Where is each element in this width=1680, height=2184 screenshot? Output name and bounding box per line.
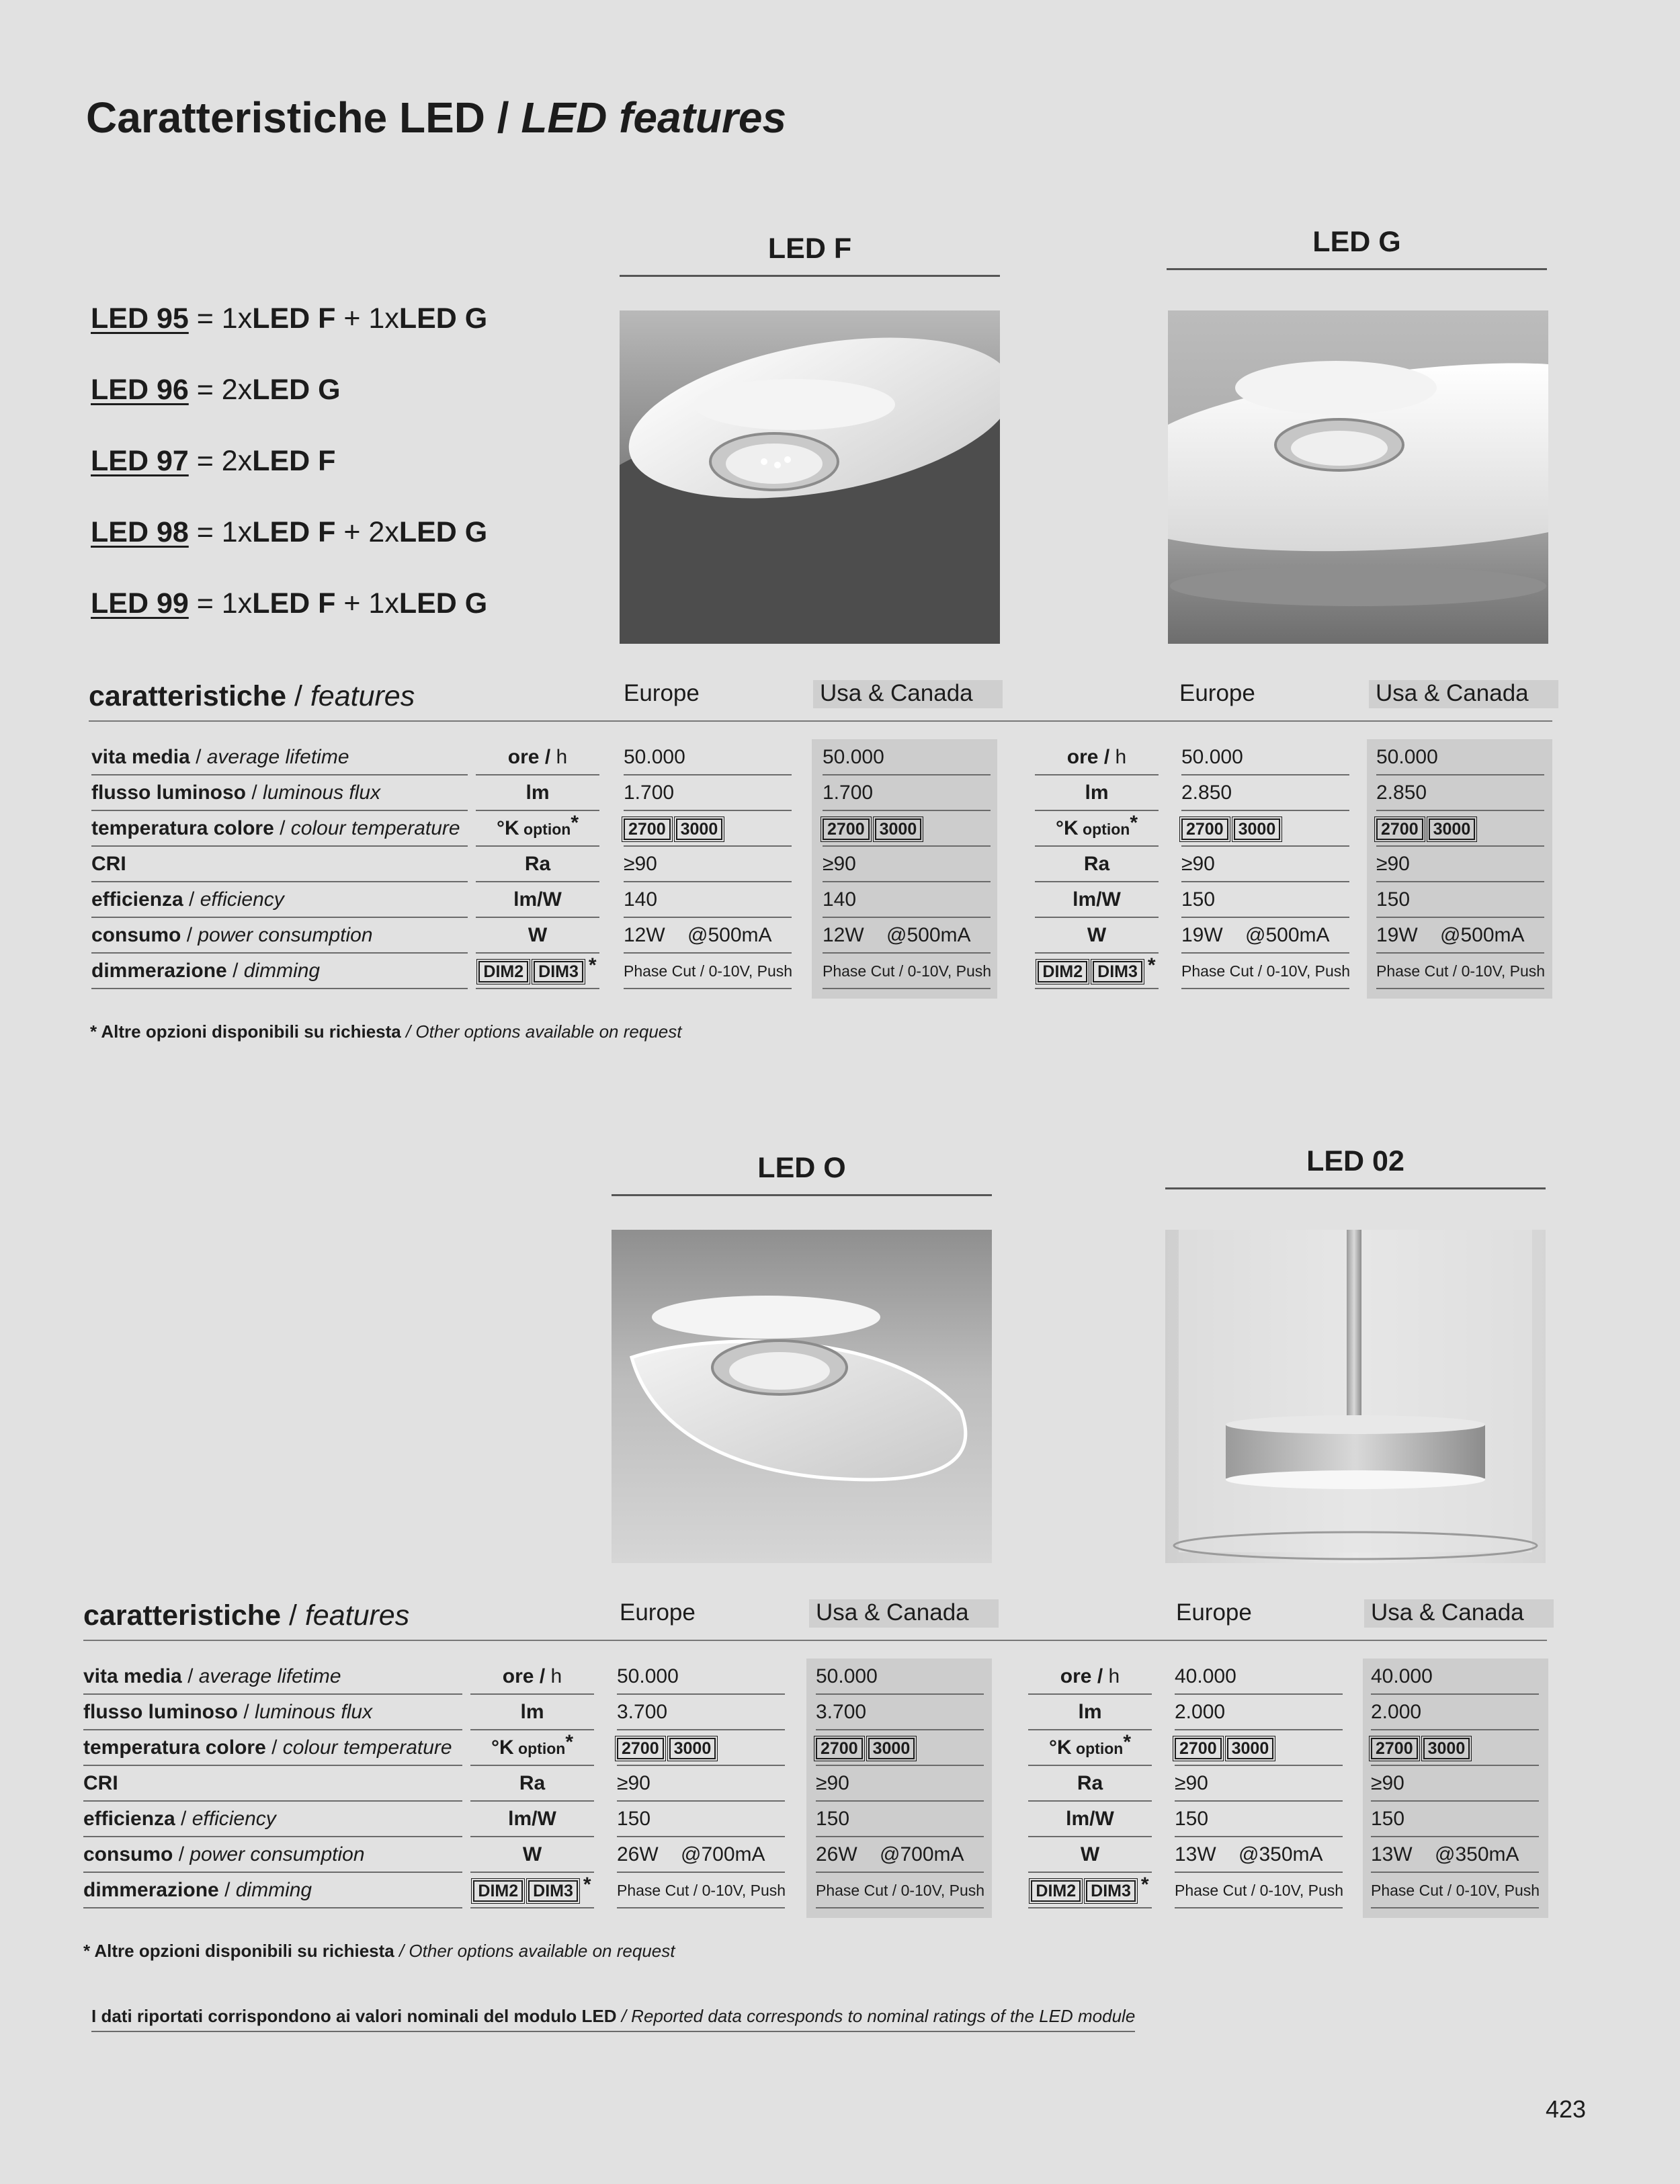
section-title: caratteristiche / features [83,1599,410,1632]
value-cell: Phase Cut / 0-10V, Push [1181,954,1349,989]
row-label: CRI [83,1767,462,1802]
dim-tag: DIM2 [473,1880,523,1902]
unit-cell: W [470,1838,594,1873]
value-cell: 26W @700mA [617,1838,785,1873]
row-label: consumo / power consumption [91,919,468,954]
dim-tag: DIM3 [534,961,583,982]
value-cell: 13W @350mA [1371,1838,1539,1873]
row-label: dimmerazione / dimming [91,954,468,989]
unit-cell: W [476,919,599,954]
temp-tag: 3000 [1423,1738,1470,1759]
value-cell: 19W @500mA [1181,919,1349,954]
row-label: efficienza / efficiency [83,1802,462,1837]
region-europe: Europe [620,1599,696,1626]
value-cell: 2.850 [1376,776,1544,811]
region-europe: Europe [1179,680,1255,706]
unit-cell: lm/W [470,1802,594,1837]
bottom-note: I dati riportati corrispondono ai valori nominali del modulo LED / Reported data corresponds to nominal ratings of the LED module [91,2006,1135,2032]
row-label: flusso luminoso / luminous flux [91,776,468,811]
unit-cell: lm/W [1035,883,1159,918]
value-cell: 1.700 [624,776,792,811]
unit-cell: °K option* [476,812,599,847]
dim-tag: DIM2 [478,961,528,982]
region-usa-canada: Usa & Canada [1369,680,1558,708]
formula-led-95: LED 95 = 1xLED F + 1xLED G [91,302,488,335]
unit-cell: °K option* [1028,1731,1152,1766]
value-cell: 150 [1175,1802,1343,1837]
unit-cell: lm [1028,1695,1152,1730]
unit-cell: Ra [1035,847,1159,882]
row-label: CRI [91,847,468,882]
value-cell: 150 [617,1802,785,1837]
temp-tag: 2700 [624,818,671,840]
value-cell: Phase Cut / 0-10V, Push [1371,1874,1539,1908]
value-cell: 140 [823,883,991,918]
page-title: Caratteristiche LED / LED features [86,93,787,142]
page-number: 423 [1546,2095,1587,2123]
led-f-heading: LED F [620,233,1000,277]
temp-tag: 2700 [1371,1738,1418,1759]
value-cell: Phase Cut / 0-10V, Push [624,954,792,989]
temp-tag: 3000 [1234,818,1281,840]
temp-tag: 2700 [617,1738,664,1759]
formula-led-98: LED 98 = 1xLED F + 2xLED G [91,516,488,548]
temp-tag: 2700 [1181,818,1228,840]
temp-tag: 3000 [1227,1738,1274,1759]
value-cell: ≥90 [1371,1767,1539,1802]
footnote: * Altre opzioni disponibili su richiesta / Other options available on request [83,1941,675,1961]
value-cell: 150 [1371,1802,1539,1837]
unit-cell: W [1028,1838,1152,1873]
row-label: flusso luminoso / luminous flux [83,1695,462,1730]
temp-tag: 2700 [816,1738,863,1759]
divider [83,1640,1547,1641]
region-usa-canada: Usa & Canada [1364,1599,1554,1628]
value-cell: Phase Cut / 0-10V, Push [1376,954,1544,989]
row-label: temperatura colore / colour temperature [83,1731,462,1766]
value-cell: 12W @500mA [624,919,792,954]
value-cell: 50.000 [617,1660,785,1695]
row-label: dimmerazione / dimming [83,1874,462,1908]
value-cell: 50.000 [823,741,991,775]
led-g-photo [1168,310,1548,644]
value-cell: Phase Cut / 0-10V, Push [617,1874,785,1908]
unit-cell: lm [1035,776,1159,811]
value-cell: ≥90 [624,847,792,882]
unit-cell: lm [476,776,599,811]
row-label: temperatura colore / colour temperature [91,812,468,847]
temp-tag: 2700 [823,818,870,840]
features-table-1 [0,741,1680,1009]
row-label: efficienza / efficiency [91,883,468,918]
value-cell: 150 [1181,883,1349,918]
value-cell: 3.700 [617,1695,785,1730]
unit-cell: ore / h [1035,741,1159,775]
unit-cell: Ra [1028,1767,1152,1802]
value-cell: Phase Cut / 0-10V, Push [1175,1874,1343,1908]
value-cell: 50.000 [816,1660,984,1695]
led-o-heading: LED O [612,1152,992,1196]
value-cell: 12W @500mA [823,919,991,954]
formula-led-96: LED 96 = 2xLED G [91,374,341,406]
dim-tag: DIM2 [1031,1880,1081,1902]
value-cell: 3.700 [816,1695,984,1730]
region-usa-canada: Usa & Canada [809,1599,999,1628]
value-cell: 1.700 [823,776,991,811]
value-cell: ≥90 [1376,847,1544,882]
value-cell: 50.000 [1181,741,1349,775]
value-cell: 19W @500mA [1376,919,1544,954]
unit-cell: °K option* [470,1731,594,1766]
unit-cell: lm/W [476,883,599,918]
temp-tag: 3000 [669,1738,716,1759]
value-cell [816,1731,984,1766]
value-cell: ≥90 [617,1767,785,1802]
unit-cell: ore / h [1028,1660,1152,1695]
value-cell: ≥90 [816,1767,984,1802]
value-cell [1175,1731,1343,1766]
value-cell [617,1731,785,1766]
value-cell: ≥90 [823,847,991,882]
unit-cell: W [1035,919,1159,954]
led-g-heading: LED G [1167,226,1547,270]
led-combinations [91,302,487,659]
row-label: consumo / power consumption [83,1838,462,1873]
value-cell: 50.000 [1376,741,1544,775]
value-cell: 150 [1376,883,1544,918]
unit-cell: Ra [476,847,599,882]
value-cell: 2.000 [1371,1695,1539,1730]
value-cell: 2.000 [1175,1695,1343,1730]
led-o-photo [612,1230,992,1563]
formula-led-99: LED 99 = 1xLED F + 1xLED G [91,587,488,620]
unit-cell: DIM2 DIM3 * [476,954,599,989]
value-cell: 150 [816,1802,984,1837]
value-cell: Phase Cut / 0-10V, Push [816,1874,984,1908]
formula-led-97: LED 97 = 2xLED F [91,445,336,477]
value-cell: 40.000 [1371,1660,1539,1695]
value-cell [1376,812,1544,847]
row-label: vita media / average lifetime [83,1660,462,1695]
temp-tag: 3000 [868,1738,915,1759]
value-cell [1371,1731,1539,1766]
unit-cell: lm/W [1028,1802,1152,1837]
section-title: caratteristiche / features [89,680,415,712]
divider [89,720,1552,722]
unit-cell: DIM2 DIM3 * [470,1874,594,1908]
temp-tag: 2700 [1376,818,1423,840]
unit-cell: ore / h [476,741,599,775]
unit-cell: °K option* [1035,812,1159,847]
dim-tag: DIM3 [528,1880,578,1902]
region-europe: Europe [1176,1599,1252,1626]
footnote: * Altre opzioni disponibili su richiesta / Other options available on request [90,1021,682,1042]
dim-tag: DIM2 [1038,961,1087,982]
value-cell [624,812,792,847]
unit-cell: lm [470,1695,594,1730]
features-table-2 [0,1660,1680,1929]
led-f-photo [620,310,1000,644]
temp-tag: 2700 [1175,1738,1222,1759]
unit-cell: DIM2 DIM3 * [1028,1874,1152,1908]
row-label: vita media / average lifetime [91,741,468,775]
dim-tag: DIM3 [1093,961,1142,982]
value-cell: 13W @350mA [1175,1838,1343,1873]
value-cell: 40.000 [1175,1660,1343,1695]
unit-cell: ore / h [470,1660,594,1695]
led-02-heading: LED 02 [1165,1145,1546,1189]
value-cell: 2.850 [1181,776,1349,811]
unit-cell: DIM2 DIM3 * [1035,954,1159,989]
dim-tag: DIM3 [1086,1880,1136,1902]
temp-tag: 3000 [875,818,922,840]
value-cell: 26W @700mA [816,1838,984,1873]
temp-tag: 3000 [1429,818,1476,840]
unit-cell: Ra [470,1767,594,1802]
value-cell [823,812,991,847]
region-usa-canada: Usa & Canada [813,680,1003,708]
value-cell [1181,812,1349,847]
value-cell: Phase Cut / 0-10V, Push [823,954,991,989]
region-europe: Europe [624,680,700,706]
value-cell: ≥90 [1181,847,1349,882]
temp-tag: 3000 [676,818,723,840]
value-cell: 140 [624,883,792,918]
led-02-photo [1165,1230,1546,1563]
value-cell: 50.000 [624,741,792,775]
value-cell: ≥90 [1175,1767,1343,1802]
